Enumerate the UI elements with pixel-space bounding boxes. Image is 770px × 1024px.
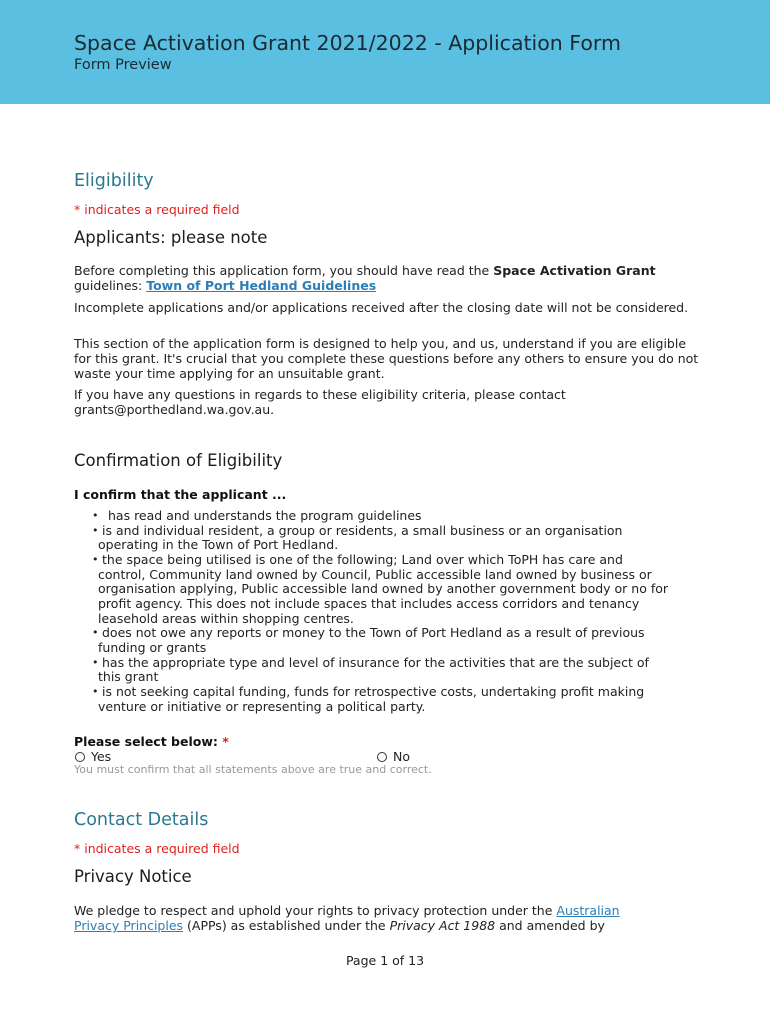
header-banner <box>0 0 770 104</box>
radio-no[interactable] <box>376 749 410 764</box>
para1-line2-prefix: guidelines: <box>74 278 147 293</box>
guidelines-link[interactable]: Town of Port Hedland Guidelines <box>146 278 377 293</box>
contact-section-title: Contact Details <box>74 810 209 830</box>
para1-prefix: Before completing this application form, you should have read the <box>74 263 494 278</box>
list-item: • has the appropriate type and level of insurance for the activities that are the subject of this grant <box>92 654 649 685</box>
bullet-icon: • <box>92 509 99 522</box>
eligibility-paragraph-2: Incomplete applications and/or applications received after the closing date will not be considered. <box>74 300 689 315</box>
eligibility-paragraph-3: This section of the application form is designed to help you, and us, understand if you are eligible for this grant. It's crucial that you complete these questions before any others to ensure you do not waste your time applying for an unsuitable grant. <box>74 336 699 381</box>
privacy-act-italic: Privacy Act 1988 <box>389 918 496 933</box>
list-item: • does not owe any reports or money to the Town of Port Hedland as a result of previous funding or grants <box>92 625 645 655</box>
list-item: • has read and understands the program guidelines <box>92 508 422 523</box>
select-label: Please select below: * <box>74 734 229 749</box>
bullet-icon: • <box>92 626 99 640</box>
eligibility-criteria-list <box>74 509 674 714</box>
required-star: * <box>222 734 229 749</box>
contact-required-note: * indicates a required field <box>74 841 240 856</box>
eligibility-paragraph-1 <box>74 263 704 293</box>
page-number: Page 1 of 13 <box>345 953 425 968</box>
eligibility-section-title: Eligibility <box>74 171 154 191</box>
confirm-help-text: You must confirm that all statements above are true and correct. <box>74 763 432 776</box>
para1-bold: Space Activation Grant <box>493 263 656 278</box>
form-title: Space Activation Grant 2021/2022 - Application Form <box>74 31 621 55</box>
bullet-icon: • <box>92 685 99 699</box>
bullet-icon: • <box>92 655 99 669</box>
confirmation-heading: Confirmation of Eligibility <box>74 451 283 470</box>
eligibility-required-note: * indicates a required field <box>74 202 240 217</box>
bullet-icon: • <box>92 523 99 537</box>
confirm-label: I confirm that the applicant ... <box>74 487 287 502</box>
privacy-heading: Privacy Notice <box>74 867 192 886</box>
form-subtitle: Form Preview <box>74 57 172 73</box>
radio-no-label: No <box>393 749 410 764</box>
bullet-icon: • <box>92 553 99 567</box>
app-link-part1[interactable]: Australian <box>556 903 620 918</box>
list-item: • is and individual resident, a group or residents, a small business or an organisation operating in the Town of Port Hedland. <box>92 522 623 553</box>
applicants-heading: Applicants: please note <box>74 228 268 247</box>
radio-yes-circle[interactable] <box>75 752 85 762</box>
app-link-part2[interactable]: Privacy Principles <box>74 918 184 933</box>
list-item: • the space being utilised is one of the following; Land over which ToPH has care and control, Community land owned by Council, Public accessible land owned by business or organisation applying, Public accessible land owned by another government body or no for profit agency. This does not include spaces that includes access corridors and tenancy leasehold areas within shopping centres. <box>92 552 669 626</box>
radio-no-circle[interactable] <box>377 752 387 762</box>
privacy-paragraph: We pledge to respect and uphold your rights to privacy protection under the Australian Privacy Principles (APPs) as established under the Privacy Act 1988 and amended by <box>74 903 620 933</box>
radio-yes-label: Yes <box>91 749 112 764</box>
list-item: • is not seeking capital funding, funds for retrospective costs, undertaking profit making venture or initiative or representing a political party. <box>92 684 645 714</box>
radio-yes[interactable] <box>74 749 111 764</box>
eligibility-paragraph-4: If you have any questions in regards to these eligibility criteria, please contact grants@porthedland.wa.gov.au. <box>74 387 566 417</box>
